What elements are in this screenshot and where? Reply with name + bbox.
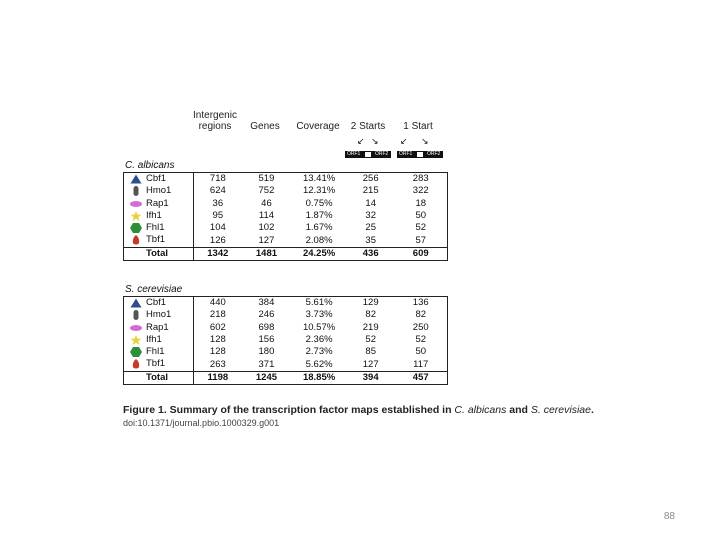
tf-name-cell bbox=[124, 346, 194, 358]
total-cell: 1245 bbox=[242, 371, 292, 384]
table-cell: 129 bbox=[362, 297, 379, 309]
table-cell: 440 bbox=[209, 297, 226, 309]
table-cell: 156 bbox=[258, 334, 275, 346]
table-cell: 50 bbox=[415, 210, 427, 222]
table-cell: 384 bbox=[258, 297, 275, 309]
table-cell: 519 bbox=[258, 173, 275, 185]
table-cell: 128 bbox=[209, 334, 226, 346]
table-cell: 2.73% bbox=[305, 346, 333, 358]
table-cell: 82 bbox=[415, 309, 427, 321]
table-cell: 256 bbox=[362, 173, 379, 185]
table-cell: 52 bbox=[415, 222, 427, 234]
total-cell: 1481 bbox=[242, 247, 292, 260]
table-row bbox=[124, 297, 448, 310]
table-cell: 5.61% bbox=[305, 297, 333, 309]
table-cell: 126 bbox=[209, 234, 226, 246]
table-row bbox=[124, 309, 448, 321]
tf-name: Rap1 bbox=[146, 321, 169, 333]
table-cell: 36 bbox=[212, 197, 224, 209]
table-cell: 180 bbox=[258, 346, 275, 358]
page-number: 88 bbox=[663, 511, 675, 522]
caption-species1: C. albicans bbox=[454, 404, 507, 416]
table-row bbox=[124, 346, 448, 358]
total-cell: 1342 bbox=[194, 247, 242, 260]
tf-name-cell bbox=[124, 309, 194, 321]
table-cell: 85 bbox=[365, 346, 376, 358]
total-cell: 609 bbox=[394, 247, 447, 260]
tf-name-cell bbox=[124, 358, 194, 371]
total-cell: 24.25% bbox=[291, 247, 347, 260]
table-row bbox=[124, 358, 448, 371]
orf2-label: ORF2 bbox=[427, 151, 441, 157]
tf-name: Rap1 bbox=[146, 197, 169, 209]
table-row bbox=[124, 334, 448, 346]
table-s-cerevisiae bbox=[123, 296, 448, 385]
capsule-icon bbox=[130, 310, 142, 320]
header-genes: Genes bbox=[250, 121, 280, 132]
tf-name-cell bbox=[124, 185, 194, 197]
caption-suffix: . bbox=[590, 404, 594, 416]
table-cell: 3.73% bbox=[305, 309, 333, 321]
star-icon bbox=[130, 211, 142, 221]
species-label: C. albicans bbox=[125, 160, 175, 171]
table-cell: 128 bbox=[209, 346, 226, 358]
table-cell: 14 bbox=[365, 197, 376, 209]
drop-icon bbox=[130, 235, 142, 245]
table-row bbox=[124, 185, 448, 197]
table-cell: 1.87% bbox=[305, 210, 333, 222]
tf-name: Ifh1 bbox=[146, 209, 162, 221]
table-cell: 18 bbox=[415, 197, 427, 209]
tf-name: Tbf1 bbox=[146, 234, 166, 246]
orf1-label: ORF1 bbox=[399, 151, 413, 157]
table-cell: 602 bbox=[209, 321, 226, 333]
table-cell: 35 bbox=[365, 234, 376, 246]
table-cell: 13.41% bbox=[302, 173, 336, 185]
hexagon-icon bbox=[130, 223, 142, 233]
table-cell: 104 bbox=[209, 222, 226, 234]
tf-name: Cbf1 bbox=[146, 173, 167, 184]
total-cell: 394 bbox=[347, 371, 395, 384]
tf-name: Hmo1 bbox=[146, 185, 172, 197]
table-cell: 698 bbox=[258, 321, 275, 333]
tf-name: Tbf1 bbox=[146, 358, 166, 370]
star-icon bbox=[130, 335, 142, 345]
triangle-icon bbox=[130, 298, 142, 308]
table-cell: 10.57% bbox=[302, 321, 336, 333]
table-cell: 283 bbox=[412, 173, 429, 185]
table-cell: 12.31% bbox=[302, 185, 336, 197]
header-two-starts: 2 Starts bbox=[350, 121, 386, 132]
table-cell: 215 bbox=[362, 185, 379, 197]
table-cell: 32 bbox=[365, 210, 376, 222]
table-cell: 136 bbox=[412, 297, 429, 309]
total-row bbox=[124, 371, 448, 384]
table-row bbox=[124, 322, 448, 334]
tf-name-cell bbox=[124, 210, 194, 222]
table-row bbox=[124, 173, 448, 186]
tf-name: Ifh1 bbox=[146, 333, 162, 345]
table-cell: 114 bbox=[258, 210, 275, 222]
total-cell: 436 bbox=[347, 247, 395, 260]
figure-caption bbox=[123, 404, 603, 416]
total-cell: 1198 bbox=[194, 371, 242, 384]
total-cell: 18.85% bbox=[291, 371, 347, 384]
table-cell: 250 bbox=[412, 321, 429, 333]
tf-name-cell bbox=[124, 234, 194, 247]
table-cell: 127 bbox=[258, 234, 275, 246]
table-cell: 52 bbox=[365, 334, 376, 346]
tf-name: Cbf1 bbox=[146, 297, 167, 308]
caption-middle: and bbox=[506, 404, 531, 416]
table-cell: 2.08% bbox=[305, 234, 333, 246]
tf-name: Fhl1 bbox=[146, 222, 165, 234]
table-cell: 752 bbox=[258, 185, 275, 197]
table-cell: 46 bbox=[261, 197, 272, 209]
one-start-orf-diagram: ↙ ↘ ORF1 ORF2 bbox=[397, 137, 443, 161]
ellipse-icon bbox=[130, 199, 142, 209]
tf-name: Hmo1 bbox=[146, 309, 172, 321]
tf-name-cell bbox=[124, 334, 194, 346]
drop-icon bbox=[130, 359, 142, 369]
table-cell: 117 bbox=[413, 358, 429, 370]
table-row bbox=[124, 210, 448, 222]
table-cell: 624 bbox=[209, 185, 226, 197]
total-label: Total bbox=[146, 371, 168, 383]
table-cell: 5.62% bbox=[305, 358, 333, 370]
ellipse-icon bbox=[130, 323, 142, 333]
table-cell: 102 bbox=[258, 222, 275, 234]
tf-name-cell bbox=[124, 222, 194, 234]
table-cell: 1.67% bbox=[305, 222, 333, 234]
doi-text: doi:10.1371/journal.pbio.1000329.g001 bbox=[123, 418, 280, 428]
header-coverage: Coverage bbox=[296, 121, 340, 132]
two-starts-orf-diagram: ↙ ↘ ORF1 ORF2 bbox=[345, 137, 391, 161]
total-row bbox=[124, 247, 448, 260]
species-label: S. cerevisiae bbox=[125, 284, 183, 295]
table-c-albicans bbox=[123, 172, 448, 261]
table-row bbox=[124, 198, 448, 210]
table-cell: 218 bbox=[209, 309, 226, 321]
total-label: Total bbox=[146, 247, 168, 259]
tf-name-cell bbox=[124, 322, 194, 334]
table-cell: 52 bbox=[415, 334, 427, 346]
table-cell: 82 bbox=[365, 309, 376, 321]
tf-name-cell bbox=[124, 198, 194, 210]
table-cell: 371 bbox=[258, 358, 275, 370]
caption-prefix: Figure 1. Summary of the transcription factor maps established in bbox=[123, 404, 455, 416]
table-cell: 263 bbox=[209, 358, 226, 370]
table-cell: 0.75% bbox=[305, 197, 333, 209]
total-label-cell bbox=[124, 247, 194, 260]
table-cell: 2.36% bbox=[305, 334, 333, 346]
table-cell: 718 bbox=[209, 173, 226, 185]
caption-species2: S. cerevisiae bbox=[530, 404, 591, 416]
capsule-icon bbox=[130, 186, 142, 196]
table-cell: 127 bbox=[362, 358, 379, 370]
total-label-cell bbox=[124, 371, 194, 384]
hexagon-icon bbox=[130, 347, 142, 357]
tf-name-cell bbox=[124, 173, 194, 186]
table-cell: 25 bbox=[365, 222, 376, 234]
orf1-label: ORF1 bbox=[347, 151, 361, 157]
tf-name: Fhl1 bbox=[146, 346, 165, 358]
table-cell: 57 bbox=[415, 234, 427, 246]
triangle-icon bbox=[130, 174, 142, 184]
tf-name-cell bbox=[124, 297, 194, 310]
table-cell: 50 bbox=[415, 346, 427, 358]
table-cell: 322 bbox=[412, 185, 429, 197]
table-row bbox=[124, 222, 448, 234]
table-cell: 95 bbox=[212, 210, 224, 222]
header-one-start: 1 Start bbox=[403, 121, 433, 132]
table-cell: 246 bbox=[258, 309, 275, 321]
table-cell: 219 bbox=[362, 321, 379, 333]
header-intergenic-regions: Intergenic regions bbox=[193, 110, 237, 132]
table-row bbox=[124, 234, 448, 247]
orf2-label: ORF2 bbox=[375, 151, 389, 157]
total-cell: 457 bbox=[394, 371, 447, 384]
